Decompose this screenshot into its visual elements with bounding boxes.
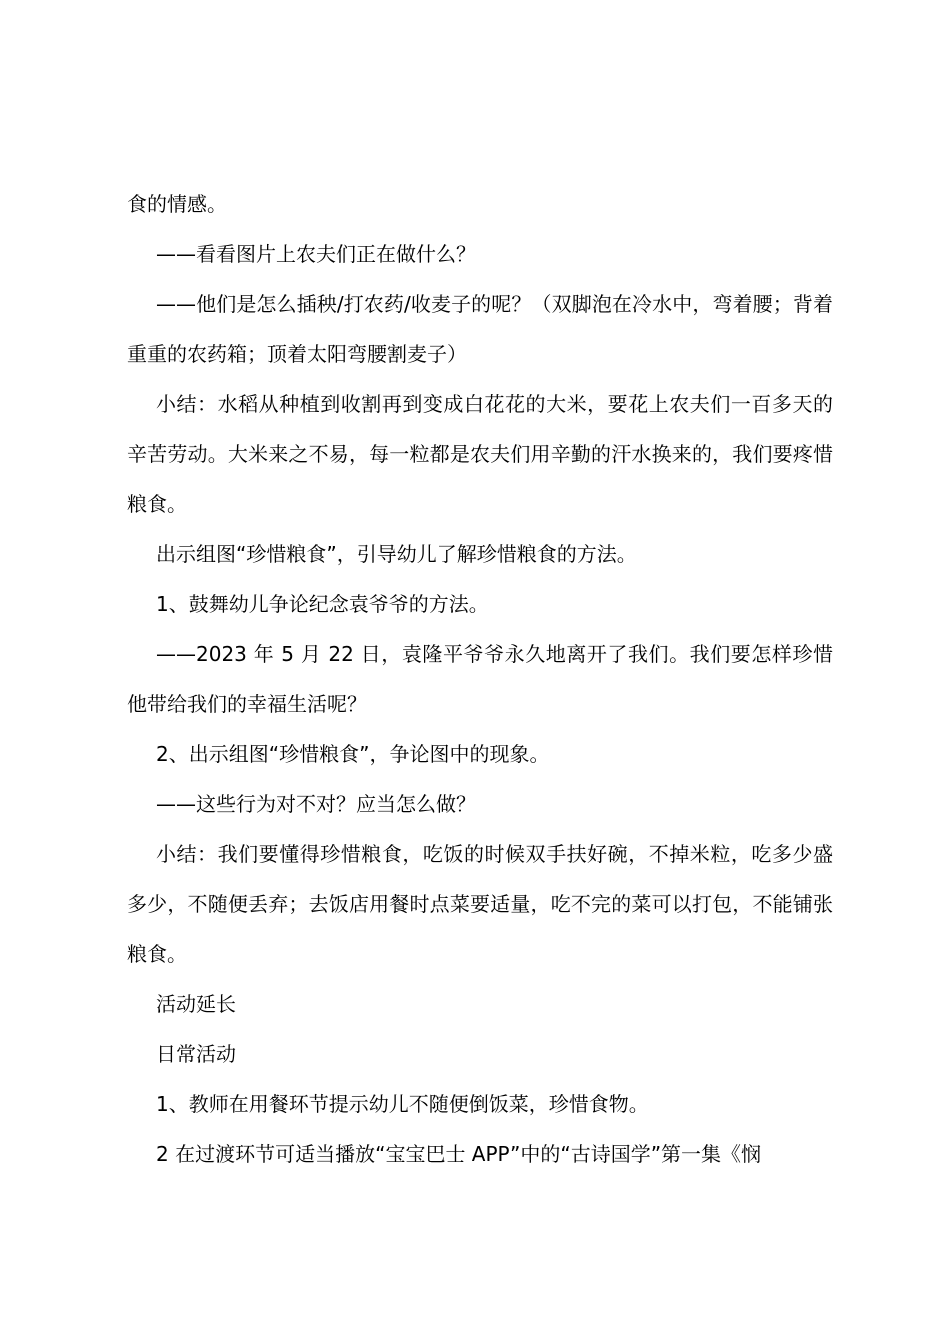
paragraph-step-2: 2、出示组图“珍惜粮食”，争论图中的现象。 bbox=[156, 742, 550, 766]
paragraph-daily-2: 2 在过渡环节可适当播放“宝宝巴士 APP”中的“古诗国学”第一集《悯 bbox=[156, 1142, 762, 1166]
paragraph-step-1: 1、鼓舞幼儿争论纪念袁爷爷的方法。 bbox=[156, 592, 489, 616]
paragraph-question-picture: ——看看图片上农夫们正在做什么？ bbox=[156, 242, 476, 266]
section-heading-extension: 活动延长 bbox=[156, 992, 236, 1016]
paragraph-continuation: 食的情感。 bbox=[127, 192, 227, 216]
paragraph-summary-cherish: 小结：我们要懂得珍惜粮食，吃饭的时候双手扶好碗，不掉米粒，吃多少盛多少，不随便丢弃；去饭店用餐时点菜要适量，吃不完的菜可以打包，不能铺张粮食。 bbox=[127, 842, 833, 966]
paragraph-summary-rice: 小结：水稻从种植到收割再到变成白花花的大米，要花上农夫们一百多天的辛苦劳动。大米来之不易，每一粒都是农夫们用辛勤的汗水换来的，我们要疼惜粮食。 bbox=[127, 392, 833, 516]
section-heading-daily: 日常活动 bbox=[156, 1042, 236, 1066]
document-body bbox=[127, 179, 833, 1179]
paragraph-show-pictures: 出示组图“珍惜粮食”，引导幼儿了解珍惜粮食的方法。 bbox=[156, 542, 637, 566]
paragraph-question-behavior: ——这些行为对不对？应当怎么做？ bbox=[156, 792, 476, 816]
paragraph-daily-1: 1、教师在用餐环节提示幼儿不随便倒饭菜，珍惜食物。 bbox=[156, 1092, 649, 1116]
paragraph-question-how: ——他们是怎么插秧/打农药/收麦子的呢？（双脚泡在冷水中，弯着腰；背着重重的农药箱；顶着太阳弯腰割麦子） bbox=[127, 292, 833, 366]
paragraph-yuan-longping: ——2023 年 5 月 22 日，袁隆平爷爷永久地离开了我们。我们要怎样珍惜他带给我们的幸福生活呢？ bbox=[127, 642, 833, 716]
